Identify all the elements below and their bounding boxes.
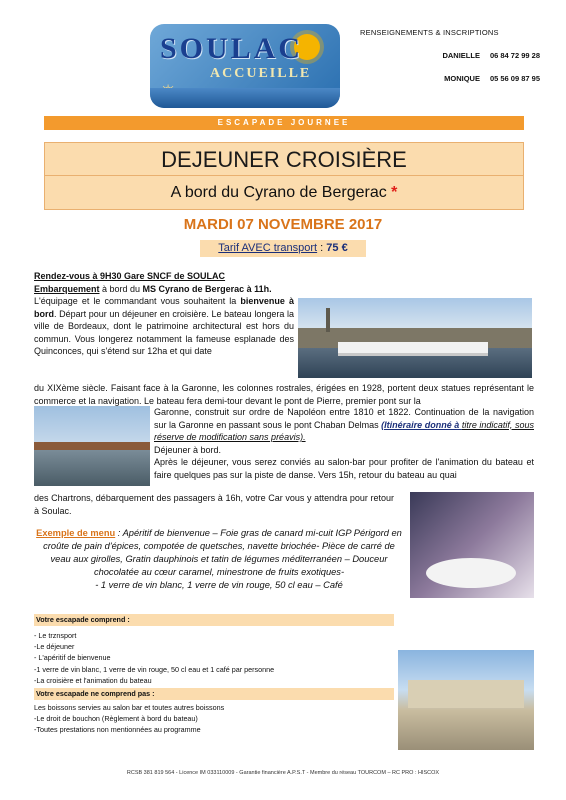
- contact-title: RENSEIGNEMENTS & INSCRIPTIONS: [360, 28, 499, 37]
- contact-name: DANIELLE: [442, 51, 480, 60]
- ne-comprend-heading: Votre escapade ne comprend pas :: [34, 688, 394, 700]
- logo-soulac-text: SOULAC: [160, 32, 304, 65]
- page-title: DEJEUNER CROISIÈRE: [44, 142, 524, 176]
- wave-graphic: [150, 88, 340, 108]
- tarif-label: Tarif AVEC transport: [218, 242, 318, 254]
- salon-bar-paragraph: Après le déjeuner, vous serez conviés au salon-bar pour profiter de l'animation du bateau et faire quelques pas sur la piste de danse. Vers 15h, retour du bateau au quai: [154, 457, 534, 480]
- contact-row: [360, 74, 540, 83]
- contact-block: [360, 28, 540, 83]
- intro-paragraph: [34, 270, 294, 358]
- subtitle-asterisk: *: [391, 184, 398, 201]
- escapade-band: ESCAPADE JOURNEE: [44, 116, 524, 130]
- menu-drinks: - 1 verre de vin blanc, 1 verre de vin rouge, 50 cl eau – Café: [95, 580, 343, 590]
- legal-footer: RCSB 381 819 564 - Licence IM 033110009 - Garantie financière A.P.S.T - Membre du réseau TOURCOM – RC PRO : HISCOX: [126, 770, 440, 776]
- pont-de-pierre-photo: [34, 406, 150, 486]
- contact-phone: 05 56 09 87 95: [489, 74, 540, 83]
- contact-name: MONIQUE: [444, 74, 480, 83]
- list-item: -1 verre de vin blanc, 1 verre de vin rouge, 50 cl eau et 1 café par personne: [34, 664, 275, 674]
- photo-boat: [338, 342, 488, 356]
- list-item: Les boissons servies au salon bar et toutes autres boissons: [34, 703, 225, 712]
- list-item: - L'apéritif de bienvenue: [34, 653, 111, 663]
- logo-accueille-text: ACCUEILLE: [210, 66, 312, 81]
- comprend-heading: Votre escapade comprend :: [34, 614, 394, 626]
- photo-table: [426, 558, 516, 588]
- contact-phone: 06 84 72 99 28: [489, 51, 540, 60]
- navigation-paragraph: Garonne, construit sur ordre de Napoléon entre 1810 et 1822. Continuation de la navigation sur la Garonne en passant sous le pont Chaban Delmas (Itinéraire donné à titre indicatif, sous réserve de modification sans préavis). Déjeuner à bord. Après le déjeuner, vous serez conviés au salon-bar pour profiter de l'animation du bateau et faire quelques pas sur la piste de danse. Vers 15h, retour du bateau au quai: [154, 407, 534, 480]
- restaurant-photo: [410, 492, 534, 598]
- ne-comprend-list: [34, 702, 394, 736]
- history-paragraph: du XIXème siècle. Faisant face à la Garonne, les colonnes rostrales, érigées en 1928, portent deux statues représentant le commerce et la navigation. Le bateau fera demi-tour devant le pont de Pierre, premier pont sur la: [34, 383, 534, 406]
- menu-label: Exemple de menu: [36, 528, 116, 538]
- list-item: -Toutes prestations non mentionnées au programme: [34, 725, 201, 735]
- list-item: -Le déjeuner: [34, 642, 75, 652]
- photo-spire: [326, 308, 330, 332]
- subtitle-text: A bord du Cyrano de Bergerac: [170, 184, 387, 201]
- list-item: - Le trznsport: [34, 631, 77, 640]
- contact-row: [360, 51, 540, 60]
- menu-text: : Apéritif de bienvenue – Foie gras de canard mi-cuit IGP Périgord en croûte de pain d'épices, compotée de quetsches, navette briochée- Pièce de carré de veau aux girolles, Gratin dauphinois et tatin de légumes méditerranéen – Douceur chocolatée au cœur caramel, minestrone de fruits exotiques-: [43, 528, 402, 577]
- event-date: MARDI 07 NOVEMBRE 2017: [183, 216, 383, 233]
- tarif-box: [200, 240, 366, 257]
- welcome-paragraph: L'équipage et le commandant vous souhaitent la bienvenue à bord. Départ pour un déjeuner en croisière. Le bateau longera la ville de Bordeaux, dont le patrimoine architectural est hors du commun. Vous longerez notamment la fameuse esplanade des Quinconces, qui s'étend sur 12ha et qui date: [34, 296, 294, 356]
- bordeaux-boat-photo: [298, 298, 532, 378]
- menu-example: [34, 527, 404, 592]
- return-paragraph: des Chartrons, débarquement des passagers à 16h, votre Car vous y attendra pour retour à Soulac.: [34, 493, 394, 516]
- place-de-la-bourse-photo: [398, 650, 534, 750]
- tarif-separator: :: [317, 242, 327, 254]
- tarif-price: 75 €: [326, 242, 348, 254]
- photo-building: [408, 680, 524, 708]
- soulac-accueille-logo: [150, 24, 340, 108]
- dejeuner-line: Déjeuner à bord.: [154, 444, 222, 455]
- embarquement-line: Embarquement à bord du MS Cyrano de Bergerac à 11h.: [34, 283, 272, 294]
- page-subtitle: [44, 176, 524, 210]
- comprend-list: [34, 630, 394, 686]
- list-item: -La croisière et l'animation du bateau: [34, 675, 152, 685]
- list-item: -Le droit de bouchon (Règlement à bord du bateau): [34, 714, 198, 724]
- rendezvous-line: Rendez-vous à 9H30 Gare SNCF de SOULAC: [34, 271, 226, 281]
- photo-bridge: [34, 442, 150, 450]
